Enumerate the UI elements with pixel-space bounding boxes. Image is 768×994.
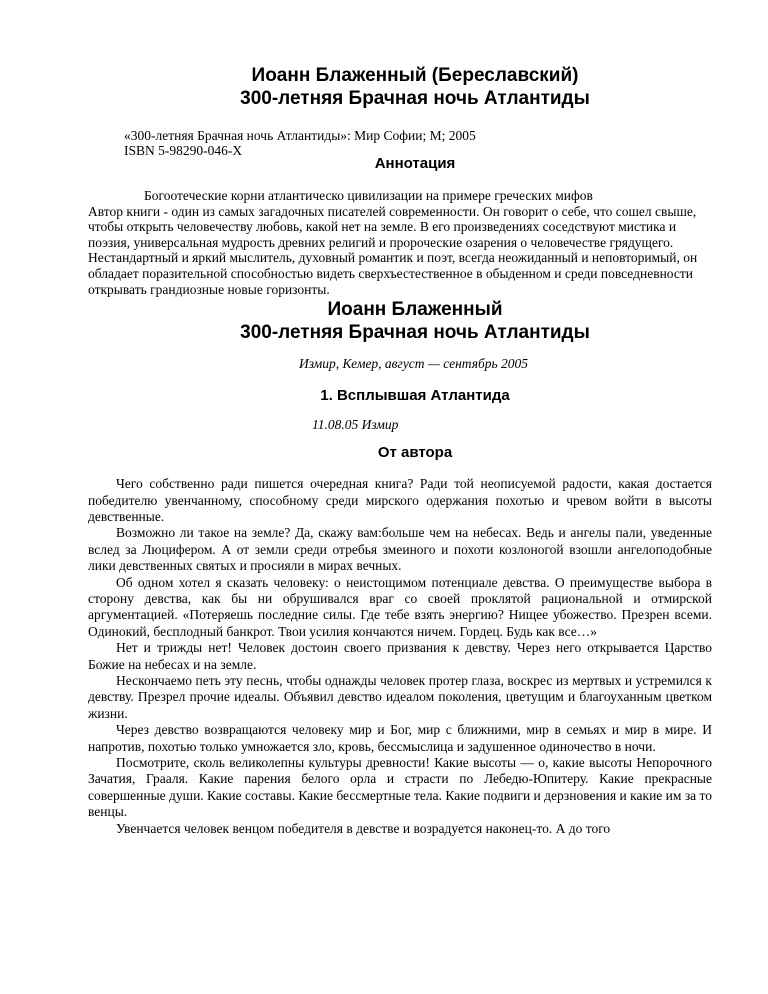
second-author-title: Иоанн Блаженный (327, 299, 503, 321)
chapter-date: 11.08.05 Измир (312, 417, 399, 433)
annotation-text (88, 188, 712, 297)
publication-line: «300-летняя Брачная ночь Атлантиды»: Мир Софии; М; 2005 (124, 128, 476, 143)
annotation-paragraph: Автор книги - один из самых загадочных писателей современности. Он говорит о себе, что сошел свыше, чтобы открыть человечеству любовь, какой нет на земле. В его произведениях соседствуют мистика и поэзия, универсальная мудрость древних религий и пророческие озарения о человечестве грядущего. Нестандартный и яркий мыслитель, духовный романтик и поэт, всегда неожиданный и неповторимый, он обладает поразительной способностью видеть сверхъестественное в обыденном и среди повседневности открывать грандиозные новые горизонты. (88, 203, 698, 297)
chapter-title: 1. Всплывшая Атлантида (320, 387, 510, 405)
book-title: 300-летняя Брачная ночь Атлантиды (240, 88, 590, 109)
body-paragraph: Чего собственно ради пишется очередная книга? Ради той неописуемой радости, какая достается победителю увенчанному, способному среди мирского одержания похотью и чревом войти в высоты девственные. (88, 476, 712, 524)
body-paragraph: Нет и трижды нет! Человек достоин своего призвания к девству. Через него открывается Царство Божие на небесах и на земле. (88, 640, 712, 672)
annotation-heading: Аннотация (374, 155, 456, 172)
body-paragraph: Через девство возвращаются человеку мир и Бог, мир с ближними, мир в семьях и мир в мире. И напротив, похотью только умножается зло, кровь, бессмыслица и задушенное одиночество в ночи. (88, 722, 712, 754)
section-heading: От автора (377, 444, 453, 462)
body-paragraph: Возможно ли такое на земле? Да, скажу вам:больше чем на небесах. Ведь и ангелы пали, уведенные вслед за Люцифером. А от земли среди отребья змеиного и похоти козлоногой взошли ангелоподобные лики девственных святых и просияли в мирах вечных. (88, 525, 712, 574)
body-paragraph: Посмотрите, сколь великолепны культуры древности! Какие высоты — о, какие высоты Непорочного Зачатия, Грааля. Какие парения белого орла и страсти по Лебедю-Юпитеру. Какие прекрасные совершенные души. Какие составы. Какие бессмертные тела. Какие подвиги и дерзновения и какие им за то венцы. (88, 755, 712, 820)
body-paragraph: Нескончаемо петь эту песнь, чтобы однажды человек протер глаза, воскрес из мертвых и устремился к девству. Презрел прочие идеалы. Объявил девство идеалом поколения, цветущим и благоуханным цветком жизни. (88, 673, 712, 721)
author-title: Иоанн Блаженный (Береславский) (251, 65, 579, 86)
isbn-line: ISBN 5-98290-046-X (124, 143, 243, 158)
annotation-line: Богоотеческие корни атлантическо цивилизации на примере греческих мифов (144, 188, 593, 203)
body-paragraph: Об одном хотел я сказать человеку: о неистощимом потенциале девства. О преимуществе выбора в сторону девства, как бы ни обрушивался враг со своей проклятой рациональной и отмирской аргументацией. «Потеряешь последние силы. Где тебе взять энергию? Нищее убожество. Презрен всеми. Одинокий, бесплодный банкрот. Твои усилия кончаются ничем. Гордец. Будь как все…» (88, 574, 712, 639)
section-body (88, 476, 712, 837)
place-date-line: Измир, Кемер, август — сентябрь 2005 (299, 356, 529, 372)
second-book-title: 300-летняя Брачная ночь Атлантиды (240, 322, 590, 344)
body-paragraph: Увенчается человек венцом победителя в девстве и возрадуется наконец-то. А до того (116, 820, 611, 836)
document-page (88, 64, 712, 837)
